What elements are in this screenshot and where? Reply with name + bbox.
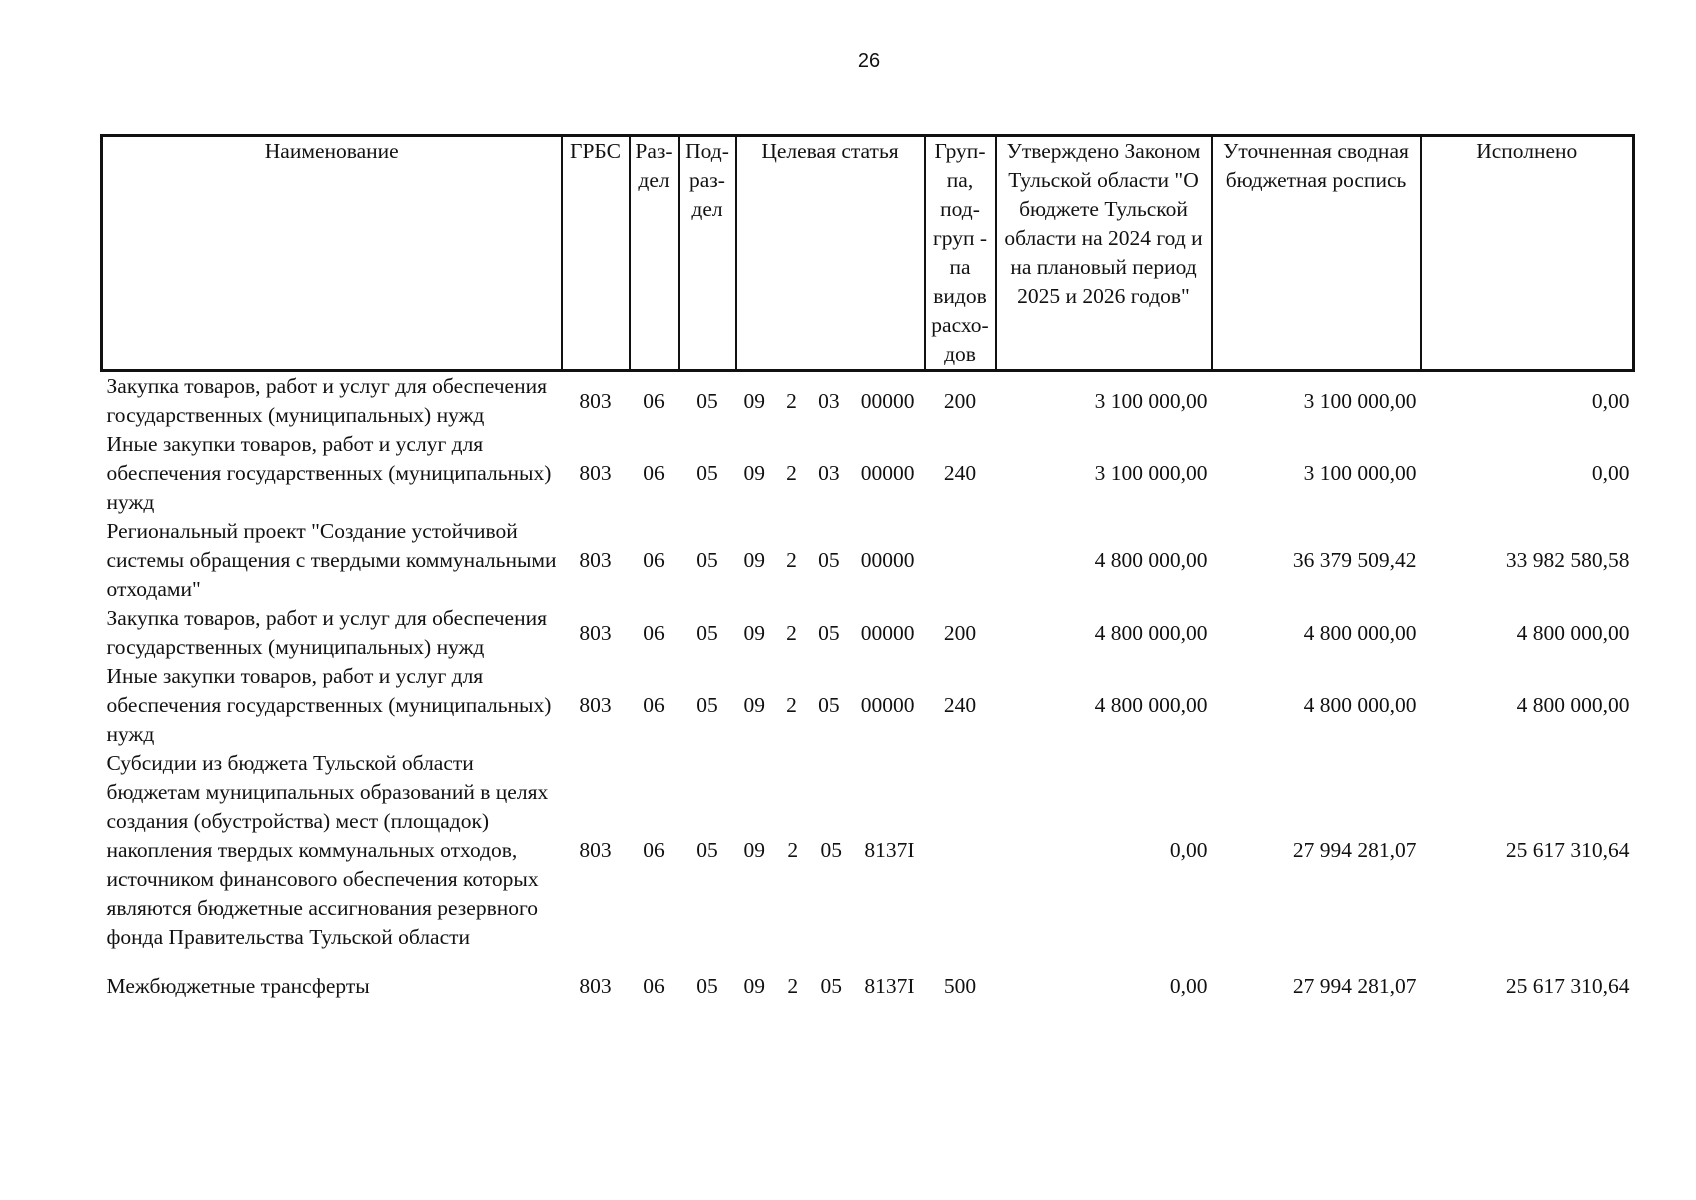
row-spacer [102,952,1634,972]
header-target: Целевая статья [736,136,925,371]
row-refined: 36 379 509,42 [1292,548,1417,572]
row-group: 200 [943,388,977,413]
row-refined: 27 994 281,07 [1292,974,1417,998]
row-name: Региональный проект "Создание устойчивой системы обращения с твердыми коммунальными отходами" [106,519,557,601]
row-refined: 27 994 281,07 [1292,838,1417,862]
row-target [736,972,925,1001]
row-target-program: 09 [743,548,765,572]
row-target [736,662,925,749]
table-row [102,749,1634,952]
row-podrazdel: 05 [696,388,718,413]
row-refined: 3 100 000,00 [1303,461,1417,485]
table-row [102,430,1634,517]
row-razdel: 06 [643,548,665,572]
row-podrazdel: 05 [696,461,718,485]
row-podrazdel: 05 [696,693,718,717]
row-target-direction: 00000 [860,693,915,717]
row-group: 240 [943,461,977,485]
row-grbs: 803 [579,974,612,998]
row-target-subprogram: 2 [786,548,797,572]
row-podrazdel: 05 [696,620,718,645]
row-target-program: 09 [743,974,765,998]
row-grbs: 803 [579,388,612,413]
row-executed: 33 982 580,58 [1505,548,1630,572]
page-number: 26 [857,50,881,72]
row-target [736,430,925,517]
table-row [102,604,1634,662]
row-executed: 4 800 000,00 [1516,620,1630,645]
row-target [736,749,925,952]
row-grbs: 803 [579,838,612,862]
row-group [925,517,996,604]
row-target-direction: 8137I [864,974,915,998]
row-target-program: 09 [743,461,765,485]
row-name: Межбюджетные трансферты [106,974,370,998]
row-group: 200 [943,620,977,645]
row-approved: 3 100 000,00 [1094,388,1208,413]
header-approved: Утверждено Законом Тульской области "О бюджете Тульской области на 2024 год и на плановый период 2025 и 2026 годов" [996,136,1212,371]
row-podrazdel: 05 [696,974,718,998]
row-target-program: 09 [743,620,765,645]
row-razdel: 06 [643,461,665,485]
row-refined: 4 800 000,00 [1303,620,1417,645]
row-approved: 3 100 000,00 [1094,461,1208,485]
row-executed: 0,00 [1591,388,1630,413]
header-executed: Исполнено [1421,136,1634,371]
row-target-event: 05 [818,620,840,645]
budget-table [100,134,1635,1001]
row-target-direction: 00000 [860,620,915,645]
header-group: Груп-па, под-груп - па видов расхо-дов [925,136,996,371]
row-grbs: 803 [579,693,612,717]
row-approved: 0,00 [1169,838,1208,862]
row-target-subprogram: 2 [786,388,797,413]
row-razdel: 06 [643,620,665,645]
header-refined: Уточненная сводная бюджетная роспись [1212,136,1421,371]
row-target-direction: 00000 [860,461,915,485]
row-target [736,604,925,662]
row-group [925,749,996,952]
row-grbs: 803 [579,548,612,572]
row-name: Иные закупки товаров, работ и услуг для обеспечения государственных (муниципальных) нужд [106,664,552,746]
row-grbs: 803 [579,620,612,645]
row-target-event: 05 [818,693,840,717]
row-podrazdel: 05 [696,548,718,572]
header-name: Наименование [102,136,562,371]
row-target-event: 05 [818,548,840,572]
header-grbs: ГРБС [562,136,630,371]
row-target-event: 05 [820,974,842,998]
table-row [102,662,1634,749]
row-target-subprogram: 2 [786,620,797,645]
row-executed: 4 800 000,00 [1516,693,1630,717]
row-approved: 4 800 000,00 [1094,693,1208,717]
row-target-subprogram: 2 [786,693,797,717]
row-name: Субсидии из бюджета Тульской области бюджетам муниципальных образований в целях создания (обустройства) мест (площадок) накопления твердых коммунальных отходов, источником финансового обеспечения которых являются бюджетные ассигнования резервного фонда Правительства Тульской области [106,751,549,949]
row-approved: 0,00 [1169,974,1208,998]
row-target-event: 03 [818,461,840,485]
row-target-direction: 00000 [860,388,915,413]
row-executed: 25 617 310,64 [1505,974,1630,998]
row-target-event: 05 [820,838,842,862]
row-target-subprogram: 2 [787,974,799,998]
row-razdel: 06 [643,388,665,413]
row-refined: 3 100 000,00 [1303,388,1417,413]
row-approved: 4 800 000,00 [1094,620,1208,645]
row-grbs: 803 [579,461,612,485]
header-razdel: Раз-дел [630,136,679,371]
row-target-event: 03 [818,388,840,413]
header-podrazdel: Под-раз-дел [679,136,736,371]
row-target [736,371,925,431]
table-row [102,517,1634,604]
row-razdel: 06 [643,974,665,998]
table-row [102,371,1634,431]
row-podrazdel: 05 [696,838,718,862]
row-group: 240 [943,693,977,717]
row-target-program: 09 [743,388,765,413]
row-name: Закупка товаров, работ и услуг для обеспечения государственных (муниципальных) нужд [106,374,547,427]
row-target-direction: 8137I [864,838,915,862]
row-name: Иные закупки товаров, работ и услуг для обеспечения государственных (муниципальных) нужд [106,432,552,514]
row-executed: 0,00 [1591,461,1630,485]
row-razdel: 06 [643,693,665,717]
table-header-row [102,136,1634,371]
row-refined: 4 800 000,00 [1303,693,1417,717]
row-target-direction: 00000 [860,548,915,572]
row-target [736,517,925,604]
row-target-program: 09 [743,693,765,717]
row-group: 500 [943,974,977,998]
row-target-program: 09 [743,838,765,862]
table-row [102,972,1634,1001]
row-approved: 4 800 000,00 [1094,548,1208,572]
row-target-subprogram: 2 [787,838,799,862]
row-name: Закупка товаров, работ и услуг для обеспечения государственных (муниципальных) нужд [106,606,547,659]
row-target-subprogram: 2 [786,461,797,485]
row-razdel: 06 [643,838,665,862]
row-executed: 25 617 310,64 [1505,838,1630,862]
